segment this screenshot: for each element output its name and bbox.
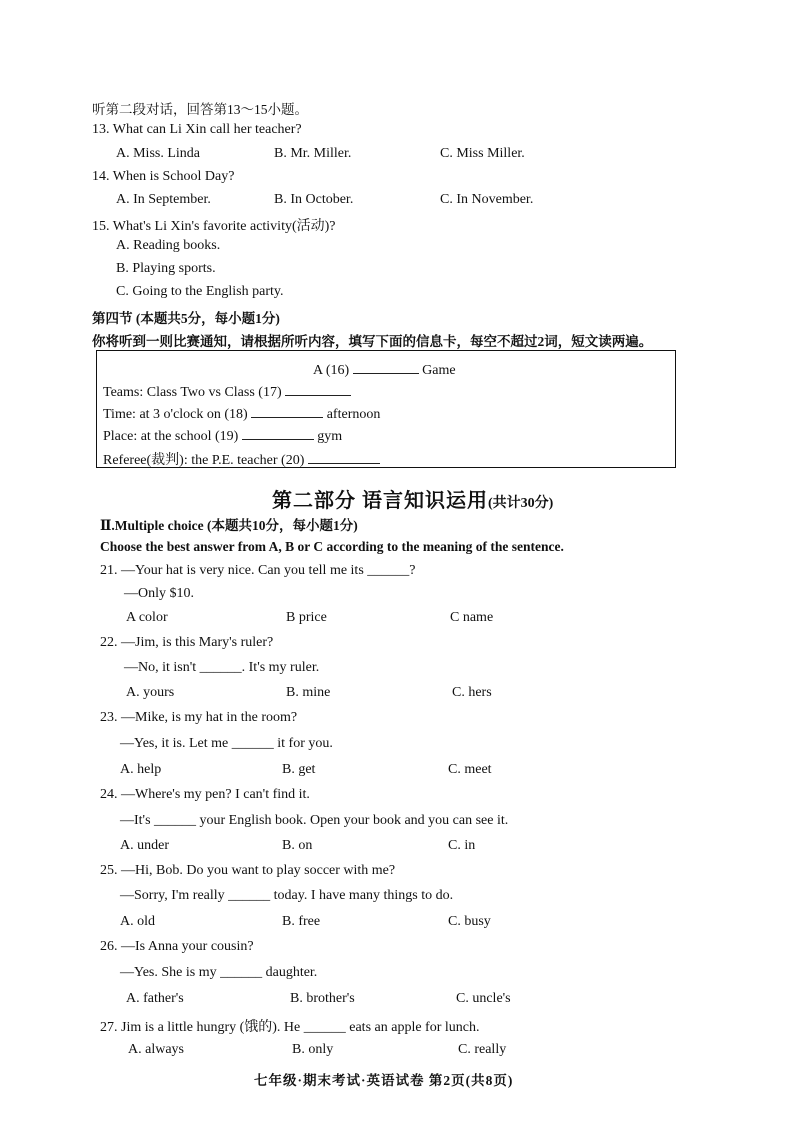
question-26-reply: —Yes. She is my ______ daughter. <box>120 965 318 980</box>
q14-option-a: A. In September. <box>116 192 211 207</box>
card-heading <box>313 361 456 379</box>
q22-option-c: C. hers <box>452 685 492 700</box>
q26-option-a: A. father's <box>126 991 184 1006</box>
question-25-reply: —Sorry, I'm really ______ today. I have many things to do. <box>120 888 454 903</box>
q15-option-c: C. Going to the English party. <box>116 284 284 299</box>
q22-option-b: B. mine <box>286 685 331 700</box>
q24-option-a: A. under <box>120 838 169 853</box>
q13-option-c: C. Miss Miller. <box>440 146 525 161</box>
blank-16[interactable] <box>353 361 419 374</box>
q13-option-b: B. Mr. Miller. <box>274 146 352 161</box>
q13-option-a: A. Miss. Linda <box>116 146 200 161</box>
q21-option-b: B price <box>286 610 327 625</box>
q27-option-b: B. only <box>292 1042 334 1057</box>
q25-option-a: A. old <box>120 914 155 929</box>
card-heading-pre: A (16) <box>313 363 350 378</box>
q27-option-c: C. really <box>458 1042 507 1057</box>
card-referee-label: Referee(裁判): the P.E. teacher (20) <box>103 453 305 468</box>
question-14: 14. When is School Day? <box>92 169 235 184</box>
question-25: 25. —Hi, Bob. Do you want to play soccer with me? <box>100 863 396 878</box>
card-teams-label: Teams: Class Two vs Class (17) <box>103 385 282 400</box>
q24-option-b: B. on <box>282 838 313 853</box>
question-24: 24. —Where's my pen? I can't find it. <box>100 787 310 802</box>
question-22: 22. —Jim, is this Mary's ruler? <box>100 635 274 650</box>
section4-title: 第四节 (本题共5分，每小题1分) <box>92 311 280 326</box>
question-27: 27. Jim is a little hungry (饿的). He ______ eats an apple for lunch. <box>100 1020 480 1035</box>
blank-20[interactable] <box>308 451 380 464</box>
q23-option-c: C. meet <box>448 762 492 777</box>
q25-option-b: B. free <box>282 914 321 929</box>
blank-18[interactable] <box>251 405 323 418</box>
q23-option-b: B. get <box>282 762 316 777</box>
blank-19[interactable] <box>242 427 314 440</box>
part2-title-text: 第二部分 语言知识运用 <box>272 490 488 512</box>
question-24-reply: —It's ______ your English book. Open your book and you can see it. <box>120 813 509 828</box>
info-card <box>96 350 676 468</box>
question-26: 26. —Is Anna your cousin? <box>100 939 254 954</box>
q26-option-b: B. brother's <box>290 991 355 1006</box>
q24-option-c: C. in <box>448 838 476 853</box>
question-21: 21. —Your hat is very nice. Can you tell me its ______? <box>100 563 416 578</box>
q14-option-c: C. In November. <box>440 192 534 207</box>
question-15: 15. What's Li Xin's favorite activity(活动)? <box>92 219 336 234</box>
card-place-post: gym <box>317 429 343 444</box>
q14-option-b: B. In October. <box>274 192 354 207</box>
question-23-reply: —Yes, it is. Let me ______ it for you. <box>120 736 333 751</box>
card-time <box>103 405 380 423</box>
mc-instruction: Choose the best answer from A, B or C according to the meaning of the sentence. <box>100 539 564 554</box>
card-referee <box>103 449 380 469</box>
section4-instruction: 你将听到一则比赛通知，请根据所听内容，填写下面的信息卡，每空不超过2词，短文读两遍。 <box>92 334 653 349</box>
q21-option-c: C name <box>450 610 494 625</box>
mc-subtitle: Ⅱ.Multiple choice (本题共10分，每小题1分) <box>100 518 358 533</box>
q22-option-a: A. yours <box>126 685 175 700</box>
card-time-pre: Time: at 3 o'clock on (18) <box>103 407 248 422</box>
q26-option-c: C. uncle's <box>456 991 511 1006</box>
card-place <box>103 427 342 445</box>
card-time-post: afternoon <box>326 407 381 422</box>
question-21-reply: —Only $10. <box>124 586 194 601</box>
card-place-pre: Place: at the school (19) <box>103 429 239 444</box>
blank-17[interactable] <box>285 383 351 396</box>
question-22-reply: —No, it isn't ______. It's my ruler. <box>124 660 320 675</box>
q15-option-a: A. Reading books. <box>116 238 221 253</box>
q27-option-a: A. always <box>128 1042 184 1057</box>
q15-option-b: B. Playing sports. <box>116 261 216 276</box>
part2-points: (共计30分) <box>488 496 554 511</box>
card-teams <box>103 383 351 401</box>
question-23: 23. —Mike, is my hat in the room? <box>100 710 298 725</box>
q23-option-a: A. help <box>120 762 162 777</box>
part2-title <box>272 484 553 513</box>
question-13: 13. What can Li Xin call her teacher? <box>92 122 302 137</box>
page-footer: 七年级·期末考试·英语试卷 第2页(共8页) <box>254 1073 514 1088</box>
q21-option-a: A color <box>126 610 168 625</box>
q25-option-c: C. busy <box>448 914 491 929</box>
listening-intro: 听第二段对话，回答第13～15小题。 <box>92 102 308 117</box>
card-heading-post: Game <box>422 363 456 378</box>
